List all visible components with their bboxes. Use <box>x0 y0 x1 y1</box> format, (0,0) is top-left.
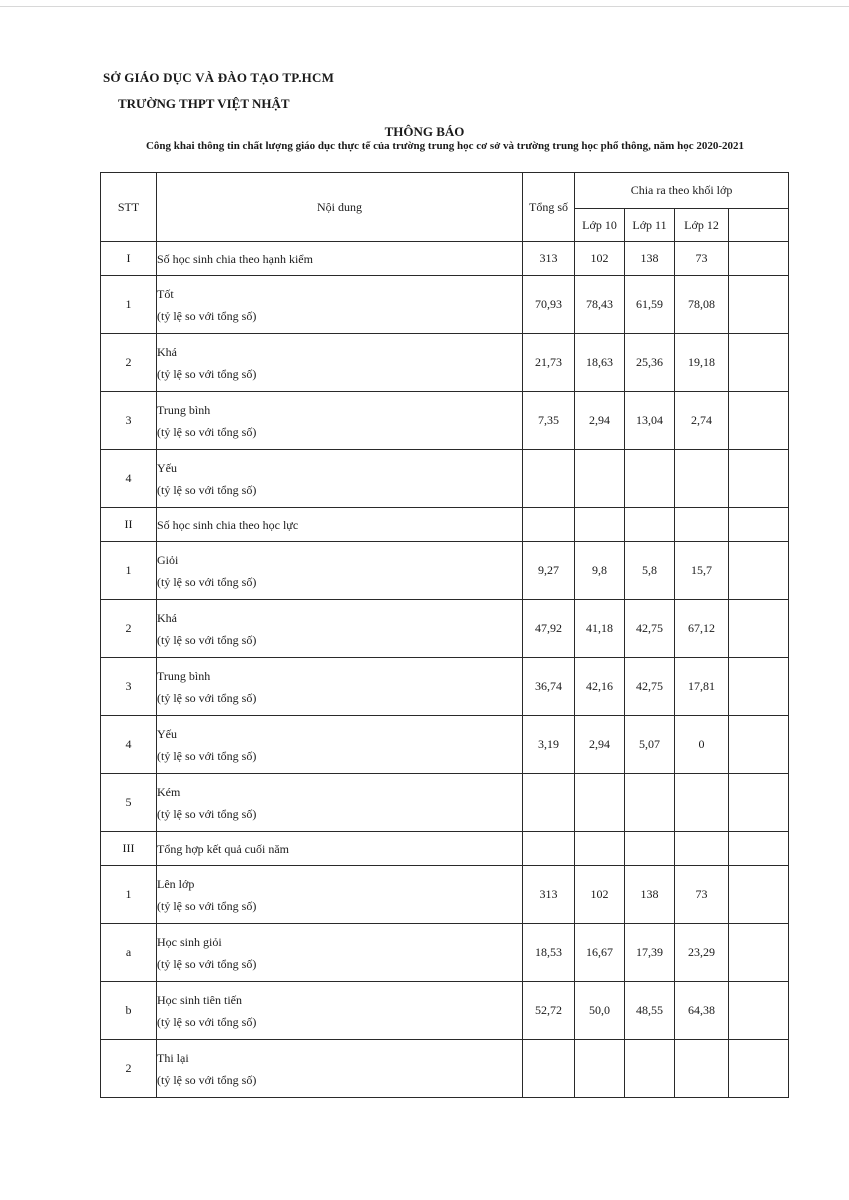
row-empty-cell <box>729 450 789 508</box>
row-lop-11: 5,07 <box>625 716 675 774</box>
row-tong-so: 21,73 <box>523 334 575 392</box>
row-label: Trung bình <box>157 668 211 683</box>
row-lop-11: 17,39 <box>625 924 675 982</box>
header-stt: STT <box>101 173 157 242</box>
row-tong-so: 3,19 <box>523 716 575 774</box>
row-note: (tỷ lệ so với tổng số) <box>157 632 257 647</box>
row-label: Học sinh tiên tiến <box>157 992 242 1007</box>
row-tong-so <box>523 450 575 508</box>
row-lop-12 <box>675 774 729 832</box>
row-lop-12: 73 <box>675 242 729 276</box>
table-row <box>101 716 789 774</box>
row-note: (tỷ lệ so với tổng số) <box>157 690 257 705</box>
row-note: (tỷ lệ so với tổng số) <box>157 424 257 439</box>
section-row <box>101 508 789 542</box>
table-row <box>101 774 789 832</box>
row-lop-12: 67,12 <box>675 600 729 658</box>
row-lop-10: 2,94 <box>575 392 625 450</box>
row-lop-10 <box>575 1040 625 1098</box>
row-stt: 3 <box>101 392 157 450</box>
school-name: TRƯỜNG THPT VIỆT NHẬT <box>118 96 290 111</box>
row-tong-so: 313 <box>523 242 575 276</box>
row-content <box>157 334 523 392</box>
row-content <box>157 600 523 658</box>
row-stt: 2 <box>101 334 157 392</box>
row-empty-cell <box>729 600 789 658</box>
table-row <box>101 866 789 924</box>
row-label: Thi lại <box>157 1050 189 1065</box>
row-lop-12 <box>675 832 729 866</box>
row-lop-10: 42,16 <box>575 658 625 716</box>
row-lop-10 <box>575 832 625 866</box>
department-name: SỞ GIÁO DỤC VÀ ĐÀO TẠO TP.HCM <box>103 70 335 85</box>
row-lop-10 <box>575 450 625 508</box>
row-tong-so: 70,93 <box>523 276 575 334</box>
header-lop-11: Lớp 11 <box>625 209 675 242</box>
row-empty-cell <box>729 866 789 924</box>
row-tong-so <box>523 774 575 832</box>
row-note: (tỷ lệ so với tổng số) <box>157 748 257 763</box>
row-content <box>157 924 523 982</box>
row-stt: I <box>101 242 157 276</box>
row-lop-12: 2,74 <box>675 392 729 450</box>
row-lop-12: 0 <box>675 716 729 774</box>
row-label: Giỏi <box>157 552 179 567</box>
row-content <box>157 774 523 832</box>
row-note: (tỷ lệ so với tổng số) <box>157 898 257 913</box>
row-lop-11: 42,75 <box>625 658 675 716</box>
row-stt: 2 <box>101 600 157 658</box>
row-content <box>157 832 523 866</box>
row-stt: 3 <box>101 658 157 716</box>
row-lop-10: 2,94 <box>575 716 625 774</box>
row-lop-11: 13,04 <box>625 392 675 450</box>
row-lop-12: 78,08 <box>675 276 729 334</box>
row-content <box>157 716 523 774</box>
row-empty-cell <box>729 982 789 1040</box>
row-empty-cell <box>729 924 789 982</box>
row-note: (tỷ lệ so với tổng số) <box>157 308 257 323</box>
row-content <box>157 1040 523 1098</box>
row-label: Yếu <box>157 726 177 741</box>
row-note: (tỷ lệ so với tổng số) <box>157 1072 257 1087</box>
row-lop-11 <box>625 832 675 866</box>
table-row <box>101 334 789 392</box>
header-noi-dung: Nội dung <box>157 173 523 242</box>
section-row <box>101 242 789 276</box>
row-content <box>157 542 523 600</box>
row-empty-cell <box>729 542 789 600</box>
row-stt: 1 <box>101 276 157 334</box>
row-note: (tỷ lệ so với tổng số) <box>157 482 257 497</box>
row-lop-11: 25,36 <box>625 334 675 392</box>
row-stt: III <box>101 832 157 866</box>
row-label: Số học sinh chia theo hạnh kiểm <box>157 251 313 266</box>
row-empty-cell <box>729 392 789 450</box>
table-row <box>101 1040 789 1098</box>
header-lop-10: Lớp 10 <box>575 209 625 242</box>
row-lop-11: 138 <box>625 242 675 276</box>
table-row <box>101 542 789 600</box>
header-chia-ra: Chia ra theo khối lớp <box>575 173 789 209</box>
row-note: (tỷ lệ so với tổng số) <box>157 1014 257 1029</box>
row-lop-10: 9,8 <box>575 542 625 600</box>
header-empty <box>729 209 789 242</box>
row-lop-12: 19,18 <box>675 334 729 392</box>
row-label: Yếu <box>157 460 177 475</box>
row-note: (tỷ lệ so với tổng số) <box>157 806 257 821</box>
row-lop-11: 61,59 <box>625 276 675 334</box>
row-label: Khá <box>157 344 177 359</box>
row-tong-so <box>523 832 575 866</box>
row-label: Số học sinh chia theo học lực <box>157 517 299 532</box>
table-body <box>101 242 789 1098</box>
table-row <box>101 924 789 982</box>
table-row <box>101 450 789 508</box>
table-row <box>101 600 789 658</box>
row-note: (tỷ lệ so với tổng số) <box>157 956 257 971</box>
row-content <box>157 276 523 334</box>
row-lop-12 <box>675 508 729 542</box>
row-empty-cell <box>729 774 789 832</box>
table-row <box>101 276 789 334</box>
row-empty-cell <box>729 832 789 866</box>
row-stt: 1 <box>101 866 157 924</box>
row-lop-12: 17,81 <box>675 658 729 716</box>
quality-table <box>100 172 789 1098</box>
row-stt: a <box>101 924 157 982</box>
notice-subtitle: Công khai thông tin chất lượng giáo dục thực tế của trường trung học cơ sở và trường trung học phổ thông, năm học 2020-2021 <box>145 140 745 152</box>
header-lop-12: Lớp 12 <box>675 209 729 242</box>
row-stt: 4 <box>101 450 157 508</box>
row-lop-11 <box>625 774 675 832</box>
row-content <box>157 866 523 924</box>
row-lop-12: 64,38 <box>675 982 729 1040</box>
row-empty-cell <box>729 716 789 774</box>
row-tong-so: 18,53 <box>523 924 575 982</box>
row-content <box>157 242 523 276</box>
row-tong-so <box>523 1040 575 1098</box>
row-lop-10 <box>575 774 625 832</box>
row-lop-10: 41,18 <box>575 600 625 658</box>
row-stt: b <box>101 982 157 1040</box>
header-tong-so: Tổng số <box>523 173 575 242</box>
scan-top-edge <box>0 6 849 7</box>
row-tong-so: 9,27 <box>523 542 575 600</box>
row-lop-11 <box>625 1040 675 1098</box>
row-lop-11: 138 <box>625 866 675 924</box>
row-lop-10: 50,0 <box>575 982 625 1040</box>
row-lop-10: 78,43 <box>575 276 625 334</box>
row-label: Học sinh giỏi <box>157 934 222 949</box>
row-stt: 1 <box>101 542 157 600</box>
row-empty-cell <box>729 276 789 334</box>
row-content <box>157 658 523 716</box>
section-row <box>101 832 789 866</box>
row-content <box>157 982 523 1040</box>
row-tong-so: 313 <box>523 866 575 924</box>
row-lop-11: 48,55 <box>625 982 675 1040</box>
row-lop-10: 102 <box>575 866 625 924</box>
table-row <box>101 982 789 1040</box>
row-tong-so: 47,92 <box>523 600 575 658</box>
row-lop-12: 73 <box>675 866 729 924</box>
row-lop-10: 102 <box>575 242 625 276</box>
row-lop-10 <box>575 508 625 542</box>
row-content <box>157 392 523 450</box>
row-label: Khá <box>157 610 177 625</box>
row-lop-11: 42,75 <box>625 600 675 658</box>
table-row <box>101 658 789 716</box>
row-stt: 2 <box>101 1040 157 1098</box>
row-label: Lên lớp <box>157 876 195 891</box>
row-stt: II <box>101 508 157 542</box>
row-content <box>157 508 523 542</box>
row-label: Tổng hợp kết quả cuối năm <box>157 841 289 856</box>
row-content <box>157 450 523 508</box>
row-label: Kém <box>157 784 181 799</box>
row-tong-so: 52,72 <box>523 982 575 1040</box>
row-tong-so <box>523 508 575 542</box>
row-lop-12: 15,7 <box>675 542 729 600</box>
table-row <box>101 392 789 450</box>
row-lop-11 <box>625 450 675 508</box>
row-lop-10: 16,67 <box>575 924 625 982</box>
notice-title: THÔNG BÁO <box>384 124 465 139</box>
row-tong-so: 36,74 <box>523 658 575 716</box>
row-lop-12 <box>675 1040 729 1098</box>
row-empty-cell <box>729 508 789 542</box>
row-note: (tỷ lệ so với tổng số) <box>157 574 257 589</box>
row-empty-cell <box>729 1040 789 1098</box>
row-lop-10: 18,63 <box>575 334 625 392</box>
row-lop-12 <box>675 450 729 508</box>
row-tong-so: 7,35 <box>523 392 575 450</box>
row-lop-11: 5,8 <box>625 542 675 600</box>
row-stt: 4 <box>101 716 157 774</box>
row-stt: 5 <box>101 774 157 832</box>
row-empty-cell <box>729 334 789 392</box>
row-note: (tỷ lệ so với tổng số) <box>157 366 257 381</box>
row-lop-12: 23,29 <box>675 924 729 982</box>
row-label: Tốt <box>157 286 174 301</box>
row-empty-cell <box>729 658 789 716</box>
row-label: Trung bình <box>157 402 211 417</box>
row-empty-cell <box>729 242 789 276</box>
row-lop-11 <box>625 508 675 542</box>
